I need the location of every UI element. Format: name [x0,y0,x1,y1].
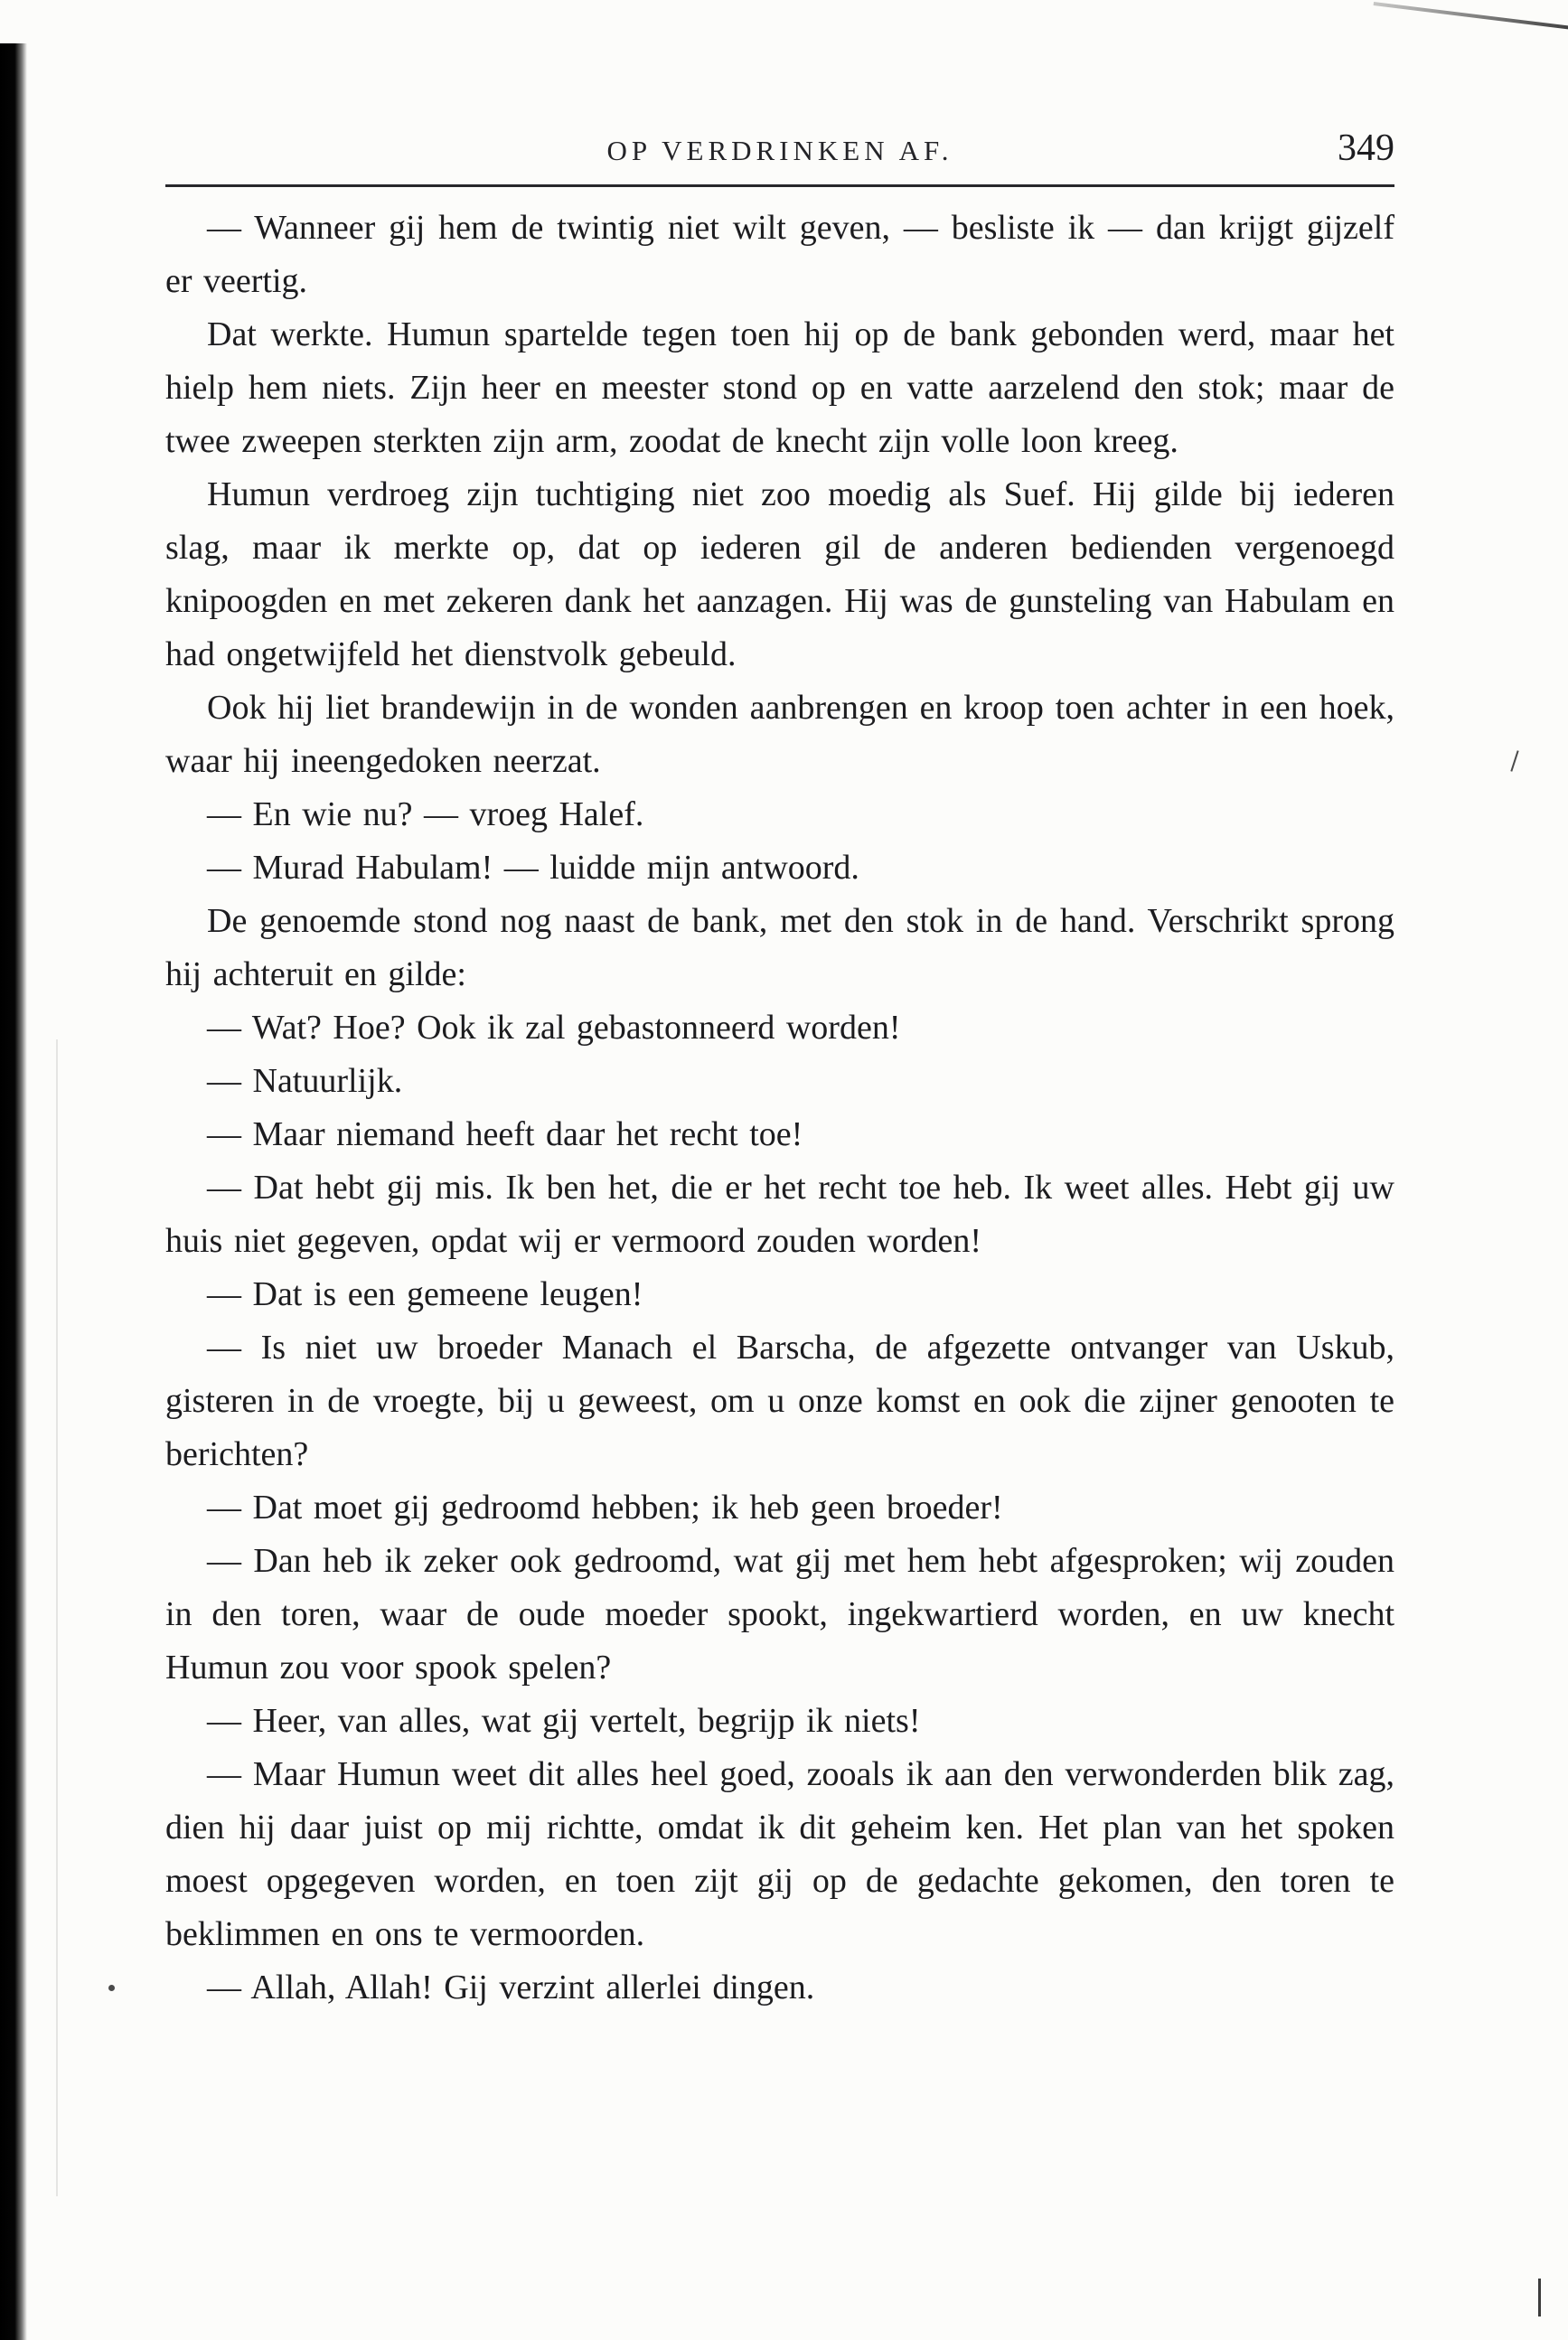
page-header [165,0,1394,170]
paragraph: — Wanneer gij hem de twintig niet wilt geven, — besliste ik — dan krijgt gijzelf er veertig. [165,209,1394,300]
scan-speck [1538,2279,1541,2317]
paragraph: — Maar niemand heeft daar het recht toe! [207,1115,803,1153]
running-head-title: OP VERDRINKEN AF. [606,135,953,166]
paragraph: De genoemde stond nog naast de bank, met den stok in de hand. Verschrikt sprong hij achteruit en gilde: [165,902,1394,993]
page-number: 349 [1338,127,1394,169]
page-content [165,0,1394,2015]
paragraph: — Wat? Hoe? Ook ik zal gebastonneerd worden! [207,1009,901,1047]
paragraph: — Natuurlijk. [207,1062,403,1100]
scan-crease-line [56,1039,58,2196]
paragraph: — Dat is een gemeene leugen! [207,1275,643,1313]
paragraph: Dat werkte. Humun spartelde tegen toen hij op de bank gebonden werd, maar het hielp hem niets. Zijn heer en meester stond op en vatte aarzelend den stok; maar de twee zweepen sterkten zijn arm, zoodat de knecht zijn volle loon kreeg. [165,315,1394,460]
paragraph: — Dan heb ik zeker ook gedroomd, wat gij met hem hebt afgesproken; wij zouden in den toren, waar de oude moeder spookt, ingekwartierd worden, en uw knecht Humun zou voor spook spelen? [165,1542,1394,1687]
scan-binding-edge [0,43,27,2340]
paragraph: — Dat moet gij gedroomd hebben; ik heb geen broeder! [207,1489,1003,1527]
paragraph: — En wie nu? — vroeg Halef. [207,795,644,833]
body-text [165,202,1394,2015]
paragraph: — Heer, van alles, wat gij vertelt, begrijp ik niets! [207,1702,921,1740]
paragraph: Humun verdroeg zijn tuchtiging niet zoo moedig als Suef. Hij gilde bij iederen slag, maar ik merkte op, dat op iederen gil de anderen bedienden vergenoegd knipoogden en met zekeren dank het aanzagen. Hij was de gunsteling van Habulam en had ongetwijfeld het dienstvolk gebeuld. [165,475,1394,673]
paragraph: — Is niet uw broeder Manach el Barscha, de afgezette ontvanger van Uskub, gisteren in de vroegte, bij u geweest, om u onze komst en ook die zijner genooten te berichten? [165,1329,1394,1473]
paragraph: — Murad Habulam! — luidde mijn antwoord. [207,849,859,887]
paragraph: — Maar Humun weet dit alles heel goed, zooals ik aan den verwonderden blik zag, dien hij daar juist op mij richtte, omdat ik dit geheim ken. Het plan van het spoken moest opgegeven worden, en toen zijt gij op de gedachte gekomen, den toren te beklimmen en ons te vermoorden. [165,1755,1394,1953]
paragraph: — Allah, Allah! Gij verzint allerlei dingen. [207,1969,815,2006]
scan-artifact-corner [1374,2,1568,31]
scan-speck [1510,750,1518,771]
header-rule [165,184,1394,187]
paragraph: Ook hij liet brandewijn in de wonden aanbrengen en kroop toen achter in een hoek, waar hij ineengedoken neerzat. [165,689,1394,780]
paragraph: — Dat hebt gij mis. Ik ben het, die er het recht toe heb. Ik weet alles. Hebt gij uw huis niet gegeven, opdat wij er vermoord zouden worden! [165,1169,1394,1260]
scan-speck [108,1985,115,1991]
